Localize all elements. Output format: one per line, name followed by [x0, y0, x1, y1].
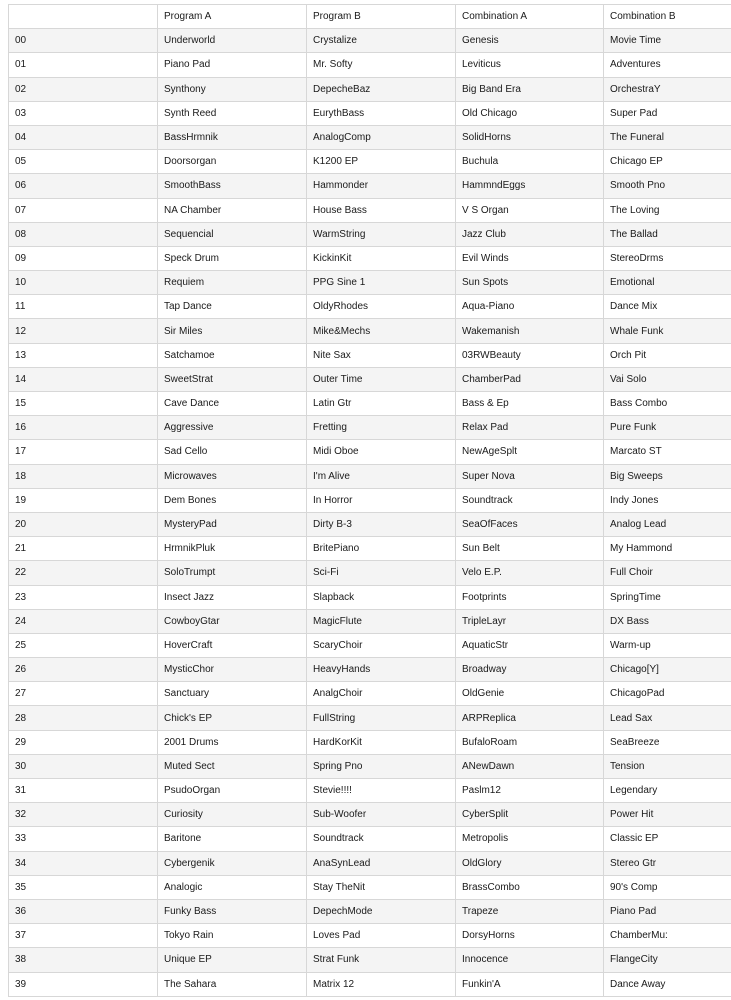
table-row — [9, 682, 731, 706]
cell-index: 11 — [9, 295, 158, 319]
cell-combination-b: Analog Lead — [604, 512, 731, 536]
cell-program-b: MagicFlute — [307, 609, 456, 633]
cell-index: 27 — [9, 682, 158, 706]
cell-combination-a: BrassCombo — [456, 875, 604, 899]
cell-program-b: Midi Oboe — [307, 440, 456, 464]
cell-program-b: Nite Sax — [307, 343, 456, 367]
cell-program-a: Tokyo Rain — [158, 924, 307, 948]
cell-program-a: Sad Cello — [158, 440, 307, 464]
cell-program-a: Microwaves — [158, 464, 307, 488]
cell-combination-b: Indy Jones — [604, 488, 731, 512]
cell-combination-b: Dance Away — [604, 972, 731, 996]
cell-index: 12 — [9, 319, 158, 343]
table-row — [9, 125, 731, 149]
cell-program-a: Aggressive — [158, 416, 307, 440]
cell-program-b: Spring Pno — [307, 754, 456, 778]
cell-index: 22 — [9, 561, 158, 585]
cell-combination-a: Broadway — [456, 658, 604, 682]
cell-index: 38 — [9, 948, 158, 972]
cell-index: 02 — [9, 77, 158, 101]
table-row — [9, 537, 731, 561]
cell-index: 23 — [9, 585, 158, 609]
cell-combination-b: Tension — [604, 754, 731, 778]
cell-combination-a: BufaloRoam — [456, 730, 604, 754]
table-row — [9, 29, 731, 53]
cell-program-b: Latin Gtr — [307, 392, 456, 416]
table-row — [9, 392, 731, 416]
cell-combination-b: Stereo Gtr — [604, 851, 731, 875]
cell-combination-b: Movie Time — [604, 29, 731, 53]
cell-program-b: HeavyHands — [307, 658, 456, 682]
cell-program-b: Dirty B-3 — [307, 512, 456, 536]
cell-combination-b: My Hammond — [604, 537, 731, 561]
cell-combination-a: ARPReplica — [456, 706, 604, 730]
cell-index: 09 — [9, 246, 158, 270]
cell-combination-b: Smooth Pno — [604, 174, 731, 198]
cell-combination-a: NewAgeSplt — [456, 440, 604, 464]
cell-index: 18 — [9, 464, 158, 488]
cell-combination-b: SeaBreeze — [604, 730, 731, 754]
cell-program-b: DepechMode — [307, 899, 456, 923]
cell-index: 00 — [9, 29, 158, 53]
cell-program-b: Outer Time — [307, 367, 456, 391]
cell-combination-a: Relax Pad — [456, 416, 604, 440]
cell-index: 31 — [9, 779, 158, 803]
cell-program-a: The Sahara — [158, 972, 307, 996]
cell-combination-b: FlangeCity — [604, 948, 731, 972]
cell-program-a: SweetStrat — [158, 367, 307, 391]
cell-combination-a: Metropolis — [456, 827, 604, 851]
program-table — [8, 4, 731, 997]
cell-program-a: Baritone — [158, 827, 307, 851]
table-row — [9, 779, 731, 803]
header-row — [9, 5, 731, 29]
cell-program-a: Cave Dance — [158, 392, 307, 416]
cell-combination-a: Sun Belt — [456, 537, 604, 561]
cell-program-a: Satchamoe — [158, 343, 307, 367]
cell-program-a: Synthony — [158, 77, 307, 101]
cell-program-b: Matrix 12 — [307, 972, 456, 996]
cell-combination-b: Piano Pad — [604, 899, 731, 923]
cell-index: 39 — [9, 972, 158, 996]
header-combination-a: Combination A — [456, 5, 604, 29]
cell-program-b: Fretting — [307, 416, 456, 440]
cell-combination-a: Aqua-Piano — [456, 295, 604, 319]
cell-index: 21 — [9, 537, 158, 561]
cell-combination-a: Paslm12 — [456, 779, 604, 803]
cell-index: 19 — [9, 488, 158, 512]
table-row — [9, 561, 731, 585]
header-program-a: Program A — [158, 5, 307, 29]
cell-program-a: CowboyGtar — [158, 609, 307, 633]
cell-index: 04 — [9, 125, 158, 149]
cell-combination-b: Bass Combo — [604, 392, 731, 416]
cell-combination-b: Vai Solo — [604, 367, 731, 391]
cell-combination-a: Sun Spots — [456, 271, 604, 295]
cell-combination-b: Chicago EP — [604, 150, 731, 174]
cell-combination-a: SeaOfFaces — [456, 512, 604, 536]
cell-index: 10 — [9, 271, 158, 295]
cell-combination-b: SpringTime — [604, 585, 731, 609]
cell-index: 25 — [9, 633, 158, 657]
table-row — [9, 295, 731, 319]
cell-combination-b: Lead Sax — [604, 706, 731, 730]
cell-program-b: AnalgChoir — [307, 682, 456, 706]
table-row — [9, 488, 731, 512]
cell-combination-a: 03RWBeauty — [456, 343, 604, 367]
cell-program-a: Insect Jazz — [158, 585, 307, 609]
cell-program-a: 2001 Drums — [158, 730, 307, 754]
table-row — [9, 609, 731, 633]
cell-combination-b: 90's Comp — [604, 875, 731, 899]
table-row — [9, 101, 731, 125]
table-row — [9, 899, 731, 923]
cell-program-b: WarmString — [307, 222, 456, 246]
cell-program-a: Tap Dance — [158, 295, 307, 319]
cell-combination-a: Footprints — [456, 585, 604, 609]
cell-combination-b: Orch Pit — [604, 343, 731, 367]
cell-program-a: NA Chamber — [158, 198, 307, 222]
cell-index: 06 — [9, 174, 158, 198]
cell-program-a: Sir Miles — [158, 319, 307, 343]
table-row — [9, 875, 731, 899]
cell-combination-a: Jazz Club — [456, 222, 604, 246]
cell-program-a: Cybergenik — [158, 851, 307, 875]
cell-combination-b: Pure Funk — [604, 416, 731, 440]
cell-combination-a: Big Band Era — [456, 77, 604, 101]
cell-combination-a: Super Nova — [456, 464, 604, 488]
cell-program-a: BassHrmnik — [158, 125, 307, 149]
table-row — [9, 150, 731, 174]
cell-program-b: DepecheBaz — [307, 77, 456, 101]
table-row — [9, 658, 731, 682]
table-row — [9, 77, 731, 101]
cell-combination-b: Emotional — [604, 271, 731, 295]
cell-program-b: HardKorKit — [307, 730, 456, 754]
cell-index: 29 — [9, 730, 158, 754]
table-row — [9, 174, 731, 198]
cell-combination-b: Dance Mix — [604, 295, 731, 319]
cell-program-b: K1200 EP — [307, 150, 456, 174]
cell-program-b: FullString — [307, 706, 456, 730]
cell-index: 35 — [9, 875, 158, 899]
cell-combination-b: Chicago[Y] — [604, 658, 731, 682]
table-row — [9, 924, 731, 948]
cell-program-a: Curiosity — [158, 803, 307, 827]
cell-program-b: Mike&Mechs — [307, 319, 456, 343]
header-combination-b: Combination B — [604, 5, 731, 29]
cell-index: 03 — [9, 101, 158, 125]
cell-program-a: PsudoOrgan — [158, 779, 307, 803]
table-row — [9, 706, 731, 730]
cell-program-b: OldyRhodes — [307, 295, 456, 319]
cell-combination-a: SolidHorns — [456, 125, 604, 149]
cell-combination-b: Marcato ST — [604, 440, 731, 464]
cell-combination-b: Legendary — [604, 779, 731, 803]
cell-program-a: Sanctuary — [158, 682, 307, 706]
cell-program-b: BritePiano — [307, 537, 456, 561]
cell-program-b: In Horror — [307, 488, 456, 512]
cell-program-b: Strat Funk — [307, 948, 456, 972]
cell-combination-a: Leviticus — [456, 53, 604, 77]
table-row — [9, 851, 731, 875]
header-program-b: Program B — [307, 5, 456, 29]
cell-program-b: KickinKit — [307, 246, 456, 270]
cell-index: 05 — [9, 150, 158, 174]
cell-combination-a: AquaticStr — [456, 633, 604, 657]
cell-combination-a: TripleLayr — [456, 609, 604, 633]
table-row — [9, 754, 731, 778]
cell-program-b: Hammonder — [307, 174, 456, 198]
cell-combination-a: OldGlory — [456, 851, 604, 875]
cell-program-a: Muted Sect — [158, 754, 307, 778]
table-row — [9, 803, 731, 827]
cell-program-a: Underworld — [158, 29, 307, 53]
cell-combination-a: Old Chicago — [456, 101, 604, 125]
cell-combination-b: Super Pad — [604, 101, 731, 125]
cell-index: 17 — [9, 440, 158, 464]
table-row — [9, 440, 731, 464]
table-row — [9, 512, 731, 536]
cell-combination-a: Evil Winds — [456, 246, 604, 270]
cell-combination-b: The Ballad — [604, 222, 731, 246]
cell-program-b: Crystalize — [307, 29, 456, 53]
cell-index: 36 — [9, 899, 158, 923]
cell-combination-b: Warm-up — [604, 633, 731, 657]
cell-program-b: Soundtrack — [307, 827, 456, 851]
cell-index: 15 — [9, 392, 158, 416]
cell-program-a: Dem Bones — [158, 488, 307, 512]
cell-combination-b: OrchestraY — [604, 77, 731, 101]
cell-index: 08 — [9, 222, 158, 246]
table-row — [9, 343, 731, 367]
cell-program-a: Synth Reed — [158, 101, 307, 125]
cell-index: 26 — [9, 658, 158, 682]
table-body — [9, 29, 731, 997]
cell-combination-b: ChamberMu: — [604, 924, 731, 948]
cell-combination-b: Whale Funk — [604, 319, 731, 343]
cell-combination-a: HammndEggs — [456, 174, 604, 198]
cell-program-a: Analogic — [158, 875, 307, 899]
cell-index: 16 — [9, 416, 158, 440]
cell-combination-a: ChamberPad — [456, 367, 604, 391]
cell-program-b: AnalogComp — [307, 125, 456, 149]
table-row — [9, 367, 731, 391]
cell-program-a: MysteryPad — [158, 512, 307, 536]
cell-program-b: Slapback — [307, 585, 456, 609]
cell-index: 01 — [9, 53, 158, 77]
cell-combination-a: Velo E.P. — [456, 561, 604, 585]
table-header — [9, 5, 731, 29]
cell-combination-a: Trapeze — [456, 899, 604, 923]
cell-program-b: ScaryChoir — [307, 633, 456, 657]
table-row — [9, 827, 731, 851]
cell-combination-a: V S Organ — [456, 198, 604, 222]
cell-program-b: Mr. Softy — [307, 53, 456, 77]
cell-combination-a: Bass & Ep — [456, 392, 604, 416]
cell-index: 34 — [9, 851, 158, 875]
cell-program-a: Unique EP — [158, 948, 307, 972]
cell-program-a: HrmnikPluk — [158, 537, 307, 561]
cell-index: 24 — [9, 609, 158, 633]
cell-combination-b: StereoDrms — [604, 246, 731, 270]
cell-program-a: Sequencial — [158, 222, 307, 246]
cell-index: 30 — [9, 754, 158, 778]
cell-combination-b: Big Sweeps — [604, 464, 731, 488]
cell-program-b: Sub-Woofer — [307, 803, 456, 827]
cell-combination-b: The Funeral — [604, 125, 731, 149]
table-row — [9, 730, 731, 754]
cell-program-a: SoloTrumpt — [158, 561, 307, 585]
cell-combination-b: Power Hit — [604, 803, 731, 827]
cell-program-b: Stevie!!!! — [307, 779, 456, 803]
table-row — [9, 972, 731, 996]
cell-program-b: Sci-Fi — [307, 561, 456, 585]
table-row — [9, 271, 731, 295]
cell-program-b: House Bass — [307, 198, 456, 222]
cell-index: 33 — [9, 827, 158, 851]
table-row — [9, 246, 731, 270]
cell-program-a: Funky Bass — [158, 899, 307, 923]
cell-combination-b: Classic EP — [604, 827, 731, 851]
header-index — [9, 5, 158, 29]
cell-combination-b: ChicagoPad — [604, 682, 731, 706]
cell-combination-a: ANewDawn — [456, 754, 604, 778]
cell-combination-a: Funkin'A — [456, 972, 604, 996]
cell-index: 28 — [9, 706, 158, 730]
cell-combination-b: The Loving — [604, 198, 731, 222]
cell-program-b: Loves Pad — [307, 924, 456, 948]
cell-program-a: SmoothBass — [158, 174, 307, 198]
cell-program-a: Speck Drum — [158, 246, 307, 270]
cell-combination-a: DorsyHorns — [456, 924, 604, 948]
cell-combination-a: OldGenie — [456, 682, 604, 706]
cell-index: 20 — [9, 512, 158, 536]
cell-program-b: Stay TheNit — [307, 875, 456, 899]
cell-combination-b: DX Bass — [604, 609, 731, 633]
table-row — [9, 948, 731, 972]
cell-program-a: Requiem — [158, 271, 307, 295]
cell-index: 37 — [9, 924, 158, 948]
cell-program-a: Piano Pad — [158, 53, 307, 77]
cell-index: 14 — [9, 367, 158, 391]
cell-program-b: PPG Sine 1 — [307, 271, 456, 295]
table-row — [9, 198, 731, 222]
cell-program-b: AnaSynLead — [307, 851, 456, 875]
cell-program-a: HoverCraft — [158, 633, 307, 657]
cell-program-a: Doorsorgan — [158, 150, 307, 174]
cell-index: 13 — [9, 343, 158, 367]
cell-program-a: Chick's EP — [158, 706, 307, 730]
cell-combination-a: Buchula — [456, 150, 604, 174]
cell-combination-b: Full Choir — [604, 561, 731, 585]
cell-combination-a: Wakemanish — [456, 319, 604, 343]
cell-combination-a: Soundtrack — [456, 488, 604, 512]
table-row — [9, 416, 731, 440]
cell-combination-b: Adventures — [604, 53, 731, 77]
cell-combination-a: CyberSplit — [456, 803, 604, 827]
table-row — [9, 222, 731, 246]
cell-index: 07 — [9, 198, 158, 222]
cell-combination-a: Innocence — [456, 948, 604, 972]
table-row — [9, 633, 731, 657]
cell-program-b: I'm Alive — [307, 464, 456, 488]
table-row — [9, 53, 731, 77]
table-row — [9, 319, 731, 343]
cell-program-b: EurythBass — [307, 101, 456, 125]
table-row — [9, 585, 731, 609]
cell-index: 32 — [9, 803, 158, 827]
table-row — [9, 464, 731, 488]
cell-program-a: MysticChor — [158, 658, 307, 682]
cell-combination-a: Genesis — [456, 29, 604, 53]
